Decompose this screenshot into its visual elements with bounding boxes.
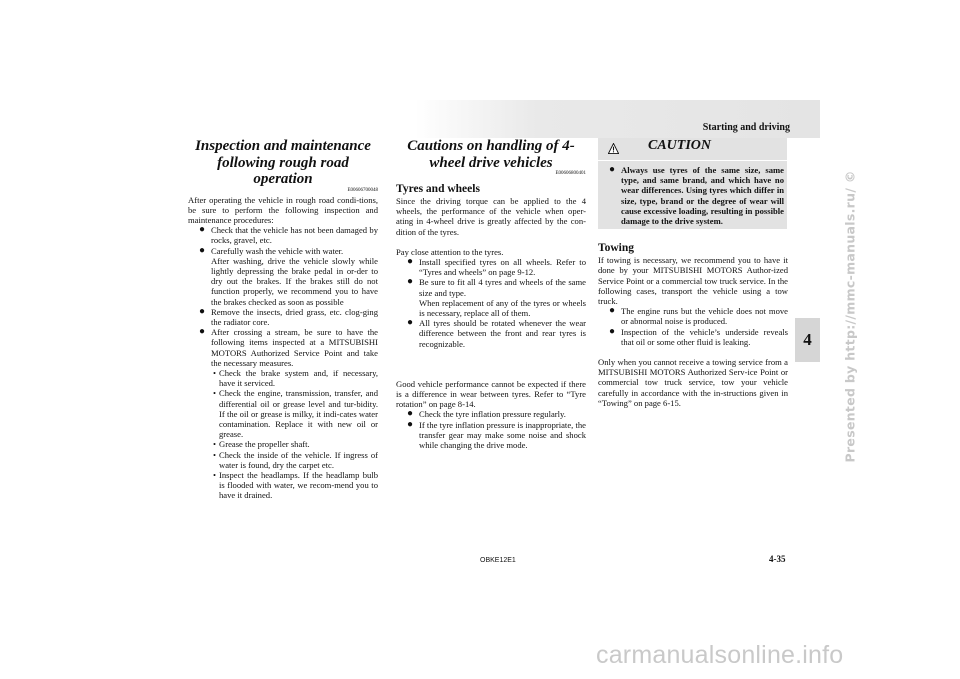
document-code: OBKE12E1 [480, 557, 516, 564]
wash-note: After washing, drive the vehicle slowly while lightly depressing the brake pedal in or-der to dry out the brakes. If the brakes still do not function properly, we recommend you to have the brakes checked as soon as possible [211, 255, 378, 307]
bullet-icon: ● [609, 305, 616, 317]
list-item: ● Check the tyre inflation pressure regularly. [407, 408, 566, 420]
bullet-icon: ● [407, 418, 414, 430]
bullet-icon: ● [199, 305, 206, 317]
list-item: ● Be sure to fit all 4 tyres and wheels of the same size and type. When replacement of any of the tyres or wheels is necessary, replace all of them. [407, 276, 586, 319]
tyres-list [396, 257, 586, 349]
list-item: ● The engine runs but the vehicle does not move or abnormal noise is produced. [609, 305, 788, 327]
bullet-icon: ● [609, 325, 616, 337]
list-item: ● Remove the insects, dried grass, etc. clog-ging the radiator core. [199, 305, 378, 327]
section-code: E00606800401 [555, 171, 586, 176]
fit-note: When replacement of any of the tyres or wheels is necessary, replace all of them. [419, 297, 586, 319]
bullet-icon: ● [407, 256, 414, 268]
section-code: E00606700048 [347, 187, 378, 193]
column-4wd-cautions [396, 138, 586, 450]
performance-paragraph: Good vehicle performance cannot be expected if there is a difference in wear between tyres. Refer to “Tyre rotation” on page 8-14. [396, 378, 586, 410]
bullet-icon: ● [199, 244, 206, 256]
caution-title: CAUTION [648, 138, 712, 153]
inspection-list [188, 225, 378, 368]
column-caution-towing [598, 138, 788, 408]
bullet-icon: ● [407, 276, 414, 288]
bullet-icon: ● [407, 408, 414, 420]
subhead-towing: Towing [598, 242, 635, 255]
towing-list [598, 306, 788, 347]
caution-header [598, 138, 787, 161]
list-item: • Inspect the headlamps. If the headlamp bulb is flooded with water, we recom-mend you to have it drained. [213, 469, 378, 501]
bullet-icon: ● [407, 317, 414, 329]
caution-box [598, 138, 787, 229]
site-logo: carmanualsonline.info [596, 641, 844, 669]
list-item: • Check the brake system and, if necessary, have it serviced. [213, 367, 378, 389]
list-item: • Check the engine, transmission, transfer, and differential oil or grease level and tur-bidity. If the oil or grease is milky, it indi-cates water contamination. Replace it with new oil or grease. [213, 388, 378, 440]
pressure-list [396, 409, 586, 450]
tyres-attention: Pay close attention to the tyres. [396, 246, 504, 257]
list-item: ● Carefully wash the vehicle with water. After washing, drive the vehicle slowly while lightly depressing the brake pedal in or-der to dry out the brakes. If the brakes still do not function properly, we recommend you to have the brakes checked as soon as possible [199, 244, 378, 307]
list-item: • Grease the propeller shaft. [213, 439, 310, 450]
running-head: Starting and driving [702, 122, 790, 133]
list-item: ● After crossing a stream, be sure to have the following items inspected at a MITSUBISHI MOTORS Authorized Service Point and take the necessary measures. [199, 326, 378, 368]
bullet-icon: ● [199, 326, 206, 338]
towing-service-paragraph: Only when you cannot receive a towing service from a MITSUBISHI MOTORS Authorized Serv-ice Point or commercial tow truck service, tow your vehicle carefully in accordance with the in-structions given in “Towing” on page 6-15. [598, 357, 788, 408]
list-item: ● All tyres should be rotated whenever the wear difference between the front and rear tyres is recognizable. [407, 317, 586, 349]
bullet-icon: ● [609, 164, 616, 175]
list-item: ● Always use tyres of the same size, same type, and same brand, and which have no wear differences. Using tyres which differ in size, type, brand or the degree of wear will cause excessive loading, resulting in possible damage to the drive system. [609, 164, 784, 227]
list-item: • Check the inside of the vehicle. If ingress of water is found, dry the carpet etc. [213, 449, 378, 470]
list-item: ● Inspection of the vehicle’s underside reveals that oil or some other fluid is leaking. [609, 325, 788, 347]
section-title-4wd: Cautions on handling of 4-wheel drive vehicles [407, 138, 575, 171]
caution-list [598, 161, 787, 226]
list-item: ● Check that the vehicle has not been damaged by rocks, gravel, etc. [199, 224, 378, 246]
subhead-tyres: Tyres and wheels [396, 183, 480, 195]
list-item: ● Install specified tyres on all wheels. Refer to “Tyres and wheels” on page 9-12. [407, 256, 586, 278]
column-inspection [188, 138, 378, 501]
towing-paragraph: If towing is necessary, we recommend you to have it done by your MITSUBISHI MOTORS Author-ized Service Point or a commercial tow truck service. In the following cases, transport the vehicle using a tow truck. [598, 255, 788, 307]
bullet-icon: ● [199, 224, 206, 236]
page-number: 4-35 [769, 554, 786, 564]
section-title-inspection: Inspection and maintenance following rough road operation [195, 138, 371, 187]
tyres-paragraph: Since the driving torque can be applied to the 4 wheels, the performance of the vehicle when oper-ating in 4-wheel drive is greatly affected by the con-dition of the tyres. [396, 196, 586, 237]
intro-paragraph: After operating the vehicle in rough road condi-tions, be sure to perform the following inspection and maintenance procedures: [188, 194, 378, 225]
watermark-text: Presented by http://mmc-manuals.ru/ © [842, 170, 858, 463]
warning-triangle-icon [608, 143, 619, 154]
list-item: ● If the tyre inflation pressure is inappropriate, the transfer gear may make some noise and shock while changing the drive mode. [407, 418, 586, 451]
chapter-tab: 4 [795, 318, 820, 362]
stream-checklist [188, 368, 378, 501]
